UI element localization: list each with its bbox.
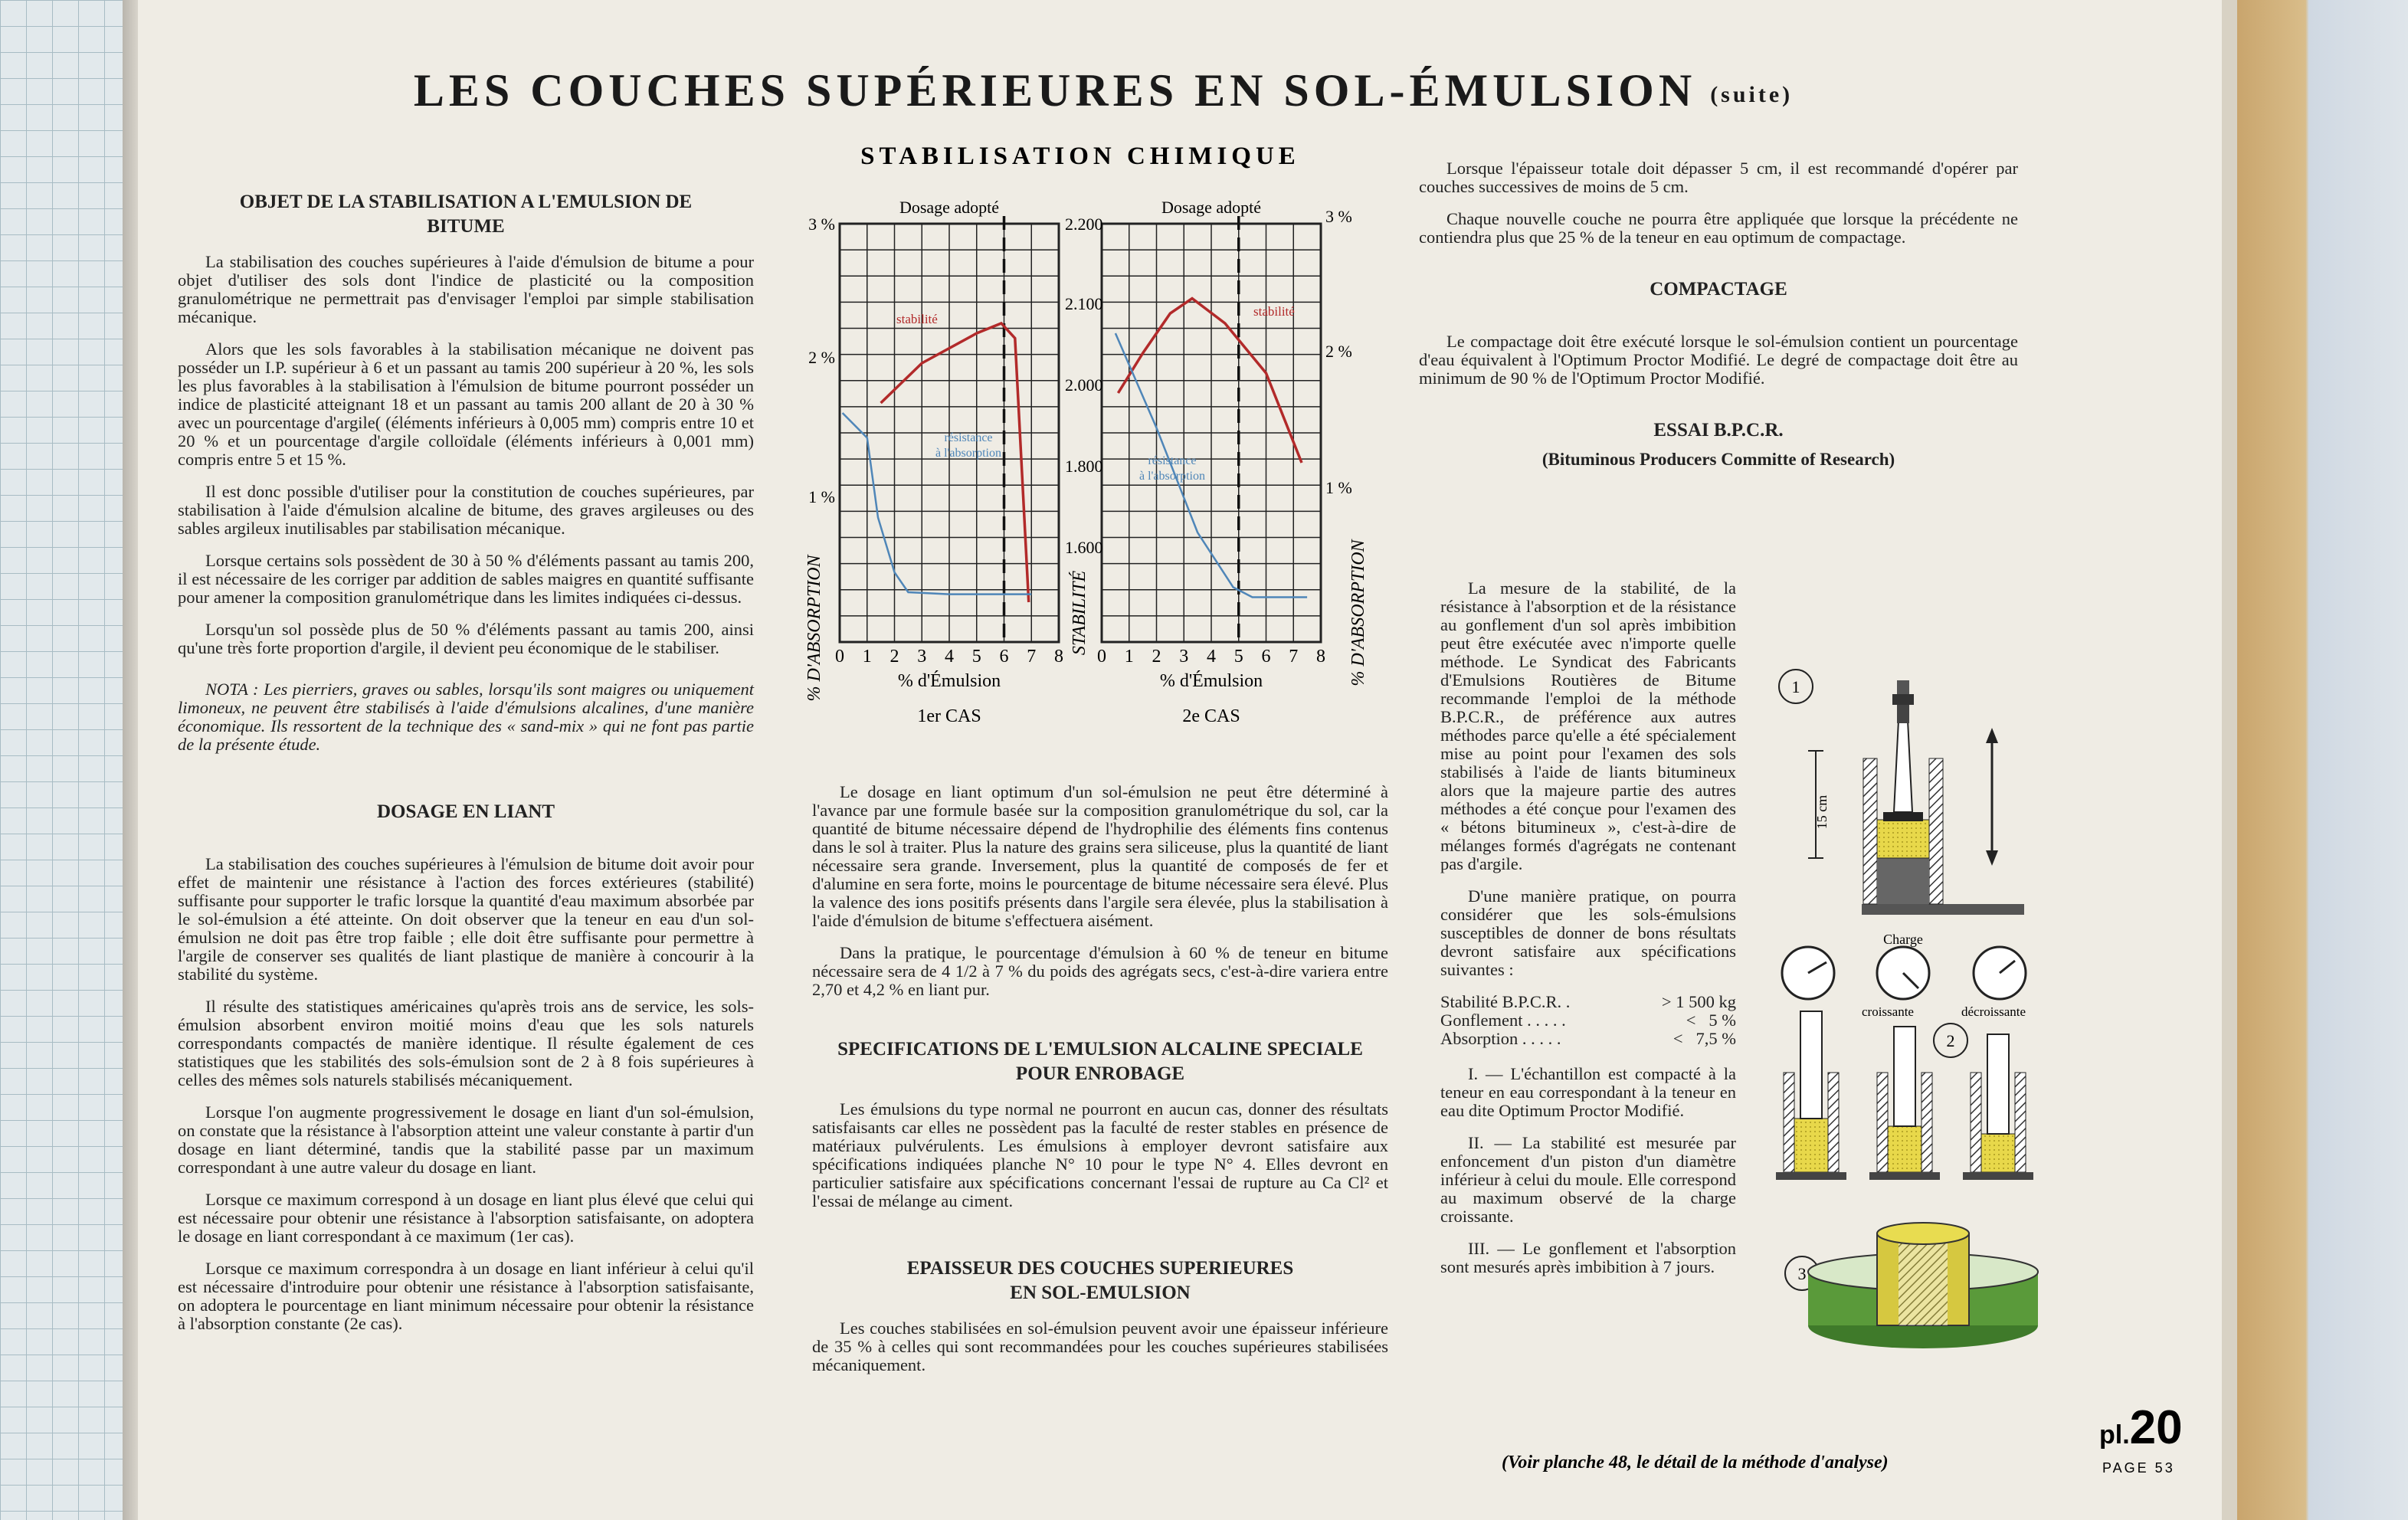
x-tick-label: 5 xyxy=(1233,647,1243,667)
height-label: 15 cm xyxy=(1814,794,1830,830)
x-tick-label: 3 xyxy=(917,647,927,667)
x-tick-label: 8 xyxy=(1316,647,1325,667)
x-tick-label: 6 xyxy=(1261,647,1271,667)
y-tick-label: 2 % xyxy=(808,348,835,367)
paragraph: D'une manière pratique, on pourra considérer que les sols-émulsions susceptibles de donner de bons résultats devront satisfaire aux spécifications suivantes : xyxy=(1440,886,1736,979)
nota-note: NOTA : Les pierriers, graves ou sables, lorsqu'ils sont maigres ou uniquement limoneux, ne peuvent être stabilisés à l'aide d'émulsions alcalines, d'une manière économique. Ils ressortent de la technique des « sand-mix » qui ne font pas partie de la présente étude. xyxy=(178,680,754,754)
specifications-list xyxy=(1440,993,1736,1048)
middle-column xyxy=(812,783,1388,1388)
paragraph: II. — La stabilité est mesurée par enfoncement d'un piston d'un diamètre inférieur à celui du moule. Elle correspond au maximum observé de la charge croissante. xyxy=(1440,1133,1736,1226)
y-tick-label: 1.600 xyxy=(1065,538,1103,557)
spec-row: Absorption . . . . . < 7,5 % xyxy=(1440,1029,1736,1048)
x-tick-label: 1 xyxy=(1124,647,1134,667)
series-label: stabilité xyxy=(896,312,938,326)
y-tick-label: 2.100 xyxy=(1065,294,1103,313)
book-cover-board xyxy=(2237,0,2408,1520)
paragraph: Lorsqu'un sol possède plus de 50 % d'éléments passant au tamis 200, ainsi qu'une très forte proportion d'argile, il devient peu économique de le stabiliser. xyxy=(178,620,754,657)
heading-compactage: COMPACTAGE xyxy=(1650,279,1787,300)
immersion-bath xyxy=(1808,1223,2038,1348)
test-moulds xyxy=(1776,1011,2033,1180)
x-tick-label: 4 xyxy=(1207,647,1216,667)
x-tick-label: 4 xyxy=(945,647,954,667)
paragraph: Le dosage en liant optimum d'un sol-émulsion ne peut être déterminé à l'avance par une formule basée sur la composition granulométrique du sol, car la quantité de bitume nécessaire dépend de l'hydrophilie des éléments fins contenus dans le sol à traiter. Plus la nature des grains sera siliceuse, plus la quantité de liant nécessaire sera grande. Inversement, plus la quantité de composés de fer et d'alumine en sera forte, moins le pourcentage de bitume nécessaire sera élevé. Plus la valence des ions positifs présents dans l'argile sera élevée, plus la stabilisation à l'aide d'émulsion de bitume s'effectuera aisément. xyxy=(812,782,1388,930)
heading-dosage: DOSAGE EN LIANT xyxy=(377,801,555,822)
paragraph: Lorsque l'épaisseur totale doit dépasser 5 cm, il est recommandé d'opérer par couches successives de moins de 5 cm. xyxy=(1419,159,2018,196)
y-tick-label: 2.000 xyxy=(1065,375,1103,395)
paragraph: Lorsque certains sols possèdent de 30 à 50 % d'éléments passant au tamis 200, il est nécessaire de les corriger par addition de sables maigres en quantité suffisante pour amener la composition granulométrique dans les limites indiquées ci-dessus. xyxy=(178,551,754,607)
facing-graph-paper-page xyxy=(0,0,127,1520)
paragraph: Lorsque ce maximum correspondra à un dosage en liant inférieur à celui qu'il est nécessaire d'introduire pour obtenir une résistance à l'absorption satisfaisante, on adoptera le pourcentage en liant minimum nécessaire pour obtenir la résistance à l'absorption constante (2e cas). xyxy=(178,1259,754,1333)
right-column-top xyxy=(1419,159,2018,486)
chart-caption: 2e CAS xyxy=(1182,706,1240,726)
paragraph: Alors que les sols favorables à la stabilisation mécanique ne doivent pas posséder un I.P. supérieur à 6 et un passant au tamis 200 supérieur à 20 %, les sols les plus favorables à la stabilisation à l'émulsion de bitume pourront posséder un indice de plasticité atteignant 18 et un passant au tamis 200 allant de 20 à 30 % avec un pourcentage d'argile( (éléments inférieurs à 0,005 mm) compris entre 10 et 20 % et un pourcentage d'argile colloïdale (éléments inférieurs à 0,001 mm) compris entre 5 et 15 %. xyxy=(178,339,754,469)
x-tick-label: 2 xyxy=(889,647,899,667)
series-label: stabilité xyxy=(1253,304,1295,319)
paragraph: Lorsque l'on augmente progressivement le dosage en liant d'un sol-émulsion, on constate que la résistance à l'absorption atteint une valeur constante à partir d'un dosage en liant déterminé, tandis que la stabilité passe par un maximum correspondant à une autre valeur du dosage en liant. xyxy=(178,1102,754,1177)
x-tick-label: 0 xyxy=(835,647,844,667)
x-tick-label: 0 xyxy=(1097,647,1106,667)
decroissante-label: décroissante xyxy=(1961,1004,2026,1019)
figure-label-2: 2 xyxy=(1946,1031,1955,1050)
y-tick-label: 2 % xyxy=(1325,342,1352,361)
page-title-suffix: (suite) xyxy=(1710,82,1794,108)
paragraph: Le compactage doit être exécuté lorsque le sol-émulsion contient un pourcentage d'eau équivalent à l'Optimum Proctor Modifié. Le degré de compactage doit être au minimum de 90 % de l'Optimum Proctor Modifié. xyxy=(1419,332,2018,388)
y-tick-label: 1.800 xyxy=(1065,457,1103,476)
figure-label-1: 1 xyxy=(1791,677,1800,696)
paragraph: I. — L'échantillon est compacté à la teneur en eau correspondant à la teneur en eau dite Optimum Proctor Modifié. xyxy=(1440,1064,1736,1120)
heading-epaisseur: EPAISSEUR DES COUCHES SUPERIEURES EN SOL-EMULSION xyxy=(906,1258,1294,1303)
left-column xyxy=(178,190,754,1347)
x-axis-label: % d'Émulsion xyxy=(897,671,1001,691)
x-axis-label: % d'Émulsion xyxy=(1159,671,1263,691)
heading-objet: OBJET DE LA STABILISATION A L'EMULSION DE BITUME xyxy=(239,192,693,237)
chart-caption: 1er CAS xyxy=(917,706,981,726)
page-number: PAGE 53 xyxy=(2102,1460,2175,1476)
y-tick-label: 3 % xyxy=(808,215,835,234)
paragraph: La stabilisation des couches supérieures à l'émulsion de bitume doit avoir pour effet de maintenir une résistance à l'action des forces extérieures (stabilité) suffisante pour supporter le trafic lorsque la quantité d'eau maximum absorbée par le sol-émulsion a été atteinte. On doit observer que la teneur en eau d'un sol-émulsion ne doit pas être trop faible ; elle doit être suffisante pour permettre à l'argile de conserver ses qualités de liant plastique de manière à concourir à la stabilité du système. xyxy=(178,854,754,984)
paragraph: La mesure de la stabilité, de la résistance à l'absorption et de la résistance au gonflement d'un sol après imbibition peut être exécutée avec n'importe quelle méthode. Le Syndicat des Fabricants d'Emulsions Routières de Bitume recommande l'emploi de la méthode B.P.C.R., de préférence aux autres méthodes parce qu'elle a été spécialement mise au point pour l'examen des sols stabilisés à l'aide de liants bitumineux alors que la majeure partie des autres méthodes a été conçue pour l'examen des « bétons bitumineux », c'est-à-dire de mélanges formés d'agrégats ne contenant pas d'argile. xyxy=(1440,578,1736,873)
page-title xyxy=(207,64,2000,117)
page-edge xyxy=(2222,0,2237,1520)
paragraph: Les couches stabilisées en sol-émulsion peuvent avoir une épaisseur inférieure de 35 % à celles qui sont recommandées pour les couches supérieures stabilisées mécaniquement. xyxy=(812,1319,1388,1374)
y-tick-label: 1 % xyxy=(1325,478,1352,497)
paragraph: Lorsque ce maximum correspond à un dosage en liant plus élevé que celui qui est nécessaire pour obtenir une résistance à l'absorption satisfaisante, on adoptera le dosage en liant correspondant à ce maximum (1er cas). xyxy=(178,1190,754,1246)
series-label: résistance xyxy=(944,431,993,444)
bpcr-apparatus-diagram xyxy=(1762,628,2069,1371)
y-tick-label: 1 % xyxy=(808,487,835,506)
series-label: à l'absorption xyxy=(1139,470,1205,483)
stabilisation-charts xyxy=(797,184,1379,735)
x-tick-label: 2 xyxy=(1152,647,1161,667)
x-tick-label: 5 xyxy=(971,647,981,667)
x-tick-label: 8 xyxy=(1054,647,1063,667)
charge-label: Charge xyxy=(1883,932,1923,947)
heading-essai-bpcr: ESSAI B.P.C.R. xyxy=(1653,420,1784,441)
y-axis-label: % D'ABSORPTION xyxy=(1348,539,1368,686)
y-tick-label: 3 % xyxy=(1325,207,1352,226)
piston-mould-assembly xyxy=(1862,680,2024,915)
plate-number: pl.20 xyxy=(2099,1401,2183,1454)
paragraph: Dans la pratique, le pourcentage d'émulsion à 60 % de teneur en bitume nécessaire sera de 4 1/2 à 7 % du poids des agrégats secs, c'est-à-dire variera entre 2,70 et 4,2 % en liant pur. xyxy=(812,943,1388,999)
figure-label-3: 3 xyxy=(1797,1264,1807,1283)
croissante-label: croissante xyxy=(1862,1004,1914,1019)
chart-title: Dosage adopté xyxy=(899,198,1000,217)
x-tick-label: 7 xyxy=(1289,647,1299,667)
page-title-text: LES COUCHES SUPÉRIEURES EN SOL-ÉMULSION xyxy=(413,65,1697,116)
series-label: à l'absorption xyxy=(935,447,1001,460)
x-tick-label: 3 xyxy=(1179,647,1189,667)
x-tick-label: 6 xyxy=(999,647,1009,667)
y-axis-label: STABILITÉ xyxy=(1070,570,1089,656)
section-subtitle: STABILISATION CHIMIQUE xyxy=(860,142,1300,170)
spec-row: Gonflement . . . . . < 5 % xyxy=(1440,1011,1736,1030)
paragraph: Il résulte des statistiques américaines qu'après trois ans de service, les sols-émulsion absorbent environ moitié moins d'eau que les sols naturels correspondants compactés de manière identique. Il résulte également de ces statistiques que les stabilités des sols-émulsion sont de 2 à 8 fois supérieures à celles des mêmes sols naturels stabilisés mécaniquement. xyxy=(178,997,754,1089)
x-tick-label: 7 xyxy=(1027,647,1037,667)
right-column-narrow xyxy=(1440,579,1736,1290)
paragraph: La stabilisation des couches supérieures à l'aide d'émulsion de bitume a pour objet d'utiliser des sols dont l'indice de plasticité ou la composition granulométrique ne permettrait pas d'envisager l'emploi par simple stabilisation mécanique. xyxy=(178,252,754,326)
y-tick-label: 2.200 xyxy=(1065,215,1103,234)
paragraph: Les émulsions du type normal ne pourront en aucun cas, donner des résultats satisfaisants car elles ne possèdent pas la faculté de rester stables en présence de matériaux pulvérulents. Les émulsions à employer devront satisfaire aux spécifications indiquées planche N° 10 pour le type N° 4. Elles devront en particulier satisfaire aux spécifications concernant l'essai de rupture au Ca Cl² et l'essai de mélange au ciment. xyxy=(812,1099,1388,1210)
x-tick-label: 1 xyxy=(862,647,872,667)
heading-bpcr-full: (Bituminous Producers Committe of Research) xyxy=(1541,450,1895,469)
paragraph: III. — Le gonflement et l'absorption sont mesurés après imbibition à 7 jours. xyxy=(1440,1239,1736,1276)
chart-title: Dosage adopté xyxy=(1161,198,1262,217)
spec-row: Stabilité B.P.C.R. . > 1 500 kg xyxy=(1440,992,1736,1011)
y-axis-label: % D'ABSORPTION xyxy=(804,555,824,702)
footer-reference-note: (Voir planche 48, le détail de la méthode d'analyse) xyxy=(1502,1453,1889,1472)
paragraph: Chaque nouvelle couche ne pourra être appliquée que lorsque la précédente ne contiendra plus que 25 % de la teneur en eau optimum de compactage. xyxy=(1419,209,2018,247)
paragraph: Il est donc possible d'utiliser pour la constitution de couches supérieures, par stabilisation à l'aide d'émulsion alcaline de bitume, des graves argileuses ou des sables argileux inutilisables par stabilisation mécanique. xyxy=(178,482,754,538)
heading-specifications: SPECIFICATIONS DE L'EMULSION ALCALINE SPECIALE POUR ENROBAGE xyxy=(837,1039,1363,1084)
series-line xyxy=(881,323,1029,602)
series-label: résistance xyxy=(1148,454,1197,467)
